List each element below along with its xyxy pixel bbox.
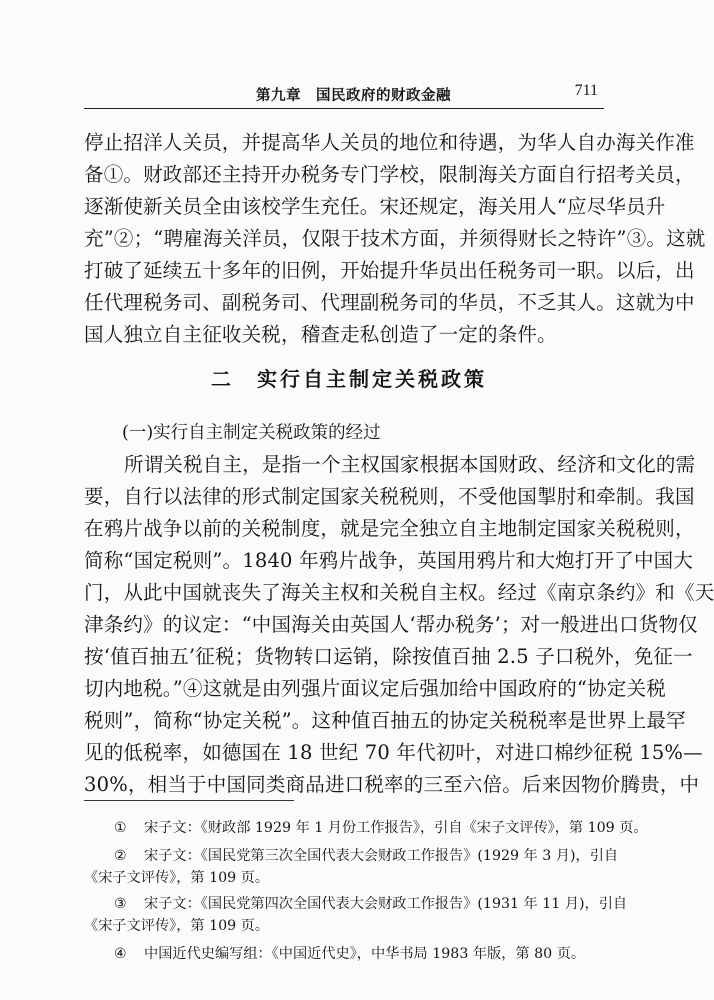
text-line: 按‘值百抽五’征税；货物转口运销，除按值百抽 2.5 子口税外，免征一 bbox=[84, 645, 693, 668]
footnote-marker: ④ bbox=[114, 946, 127, 962]
text-line: 充”②；“聘雇海关洋员，仅限于技术方面，并须得财长之特许”③。这就 bbox=[84, 227, 706, 250]
footnote-2-cont: 《宋子文评传》，第 109 页。 bbox=[84, 870, 270, 886]
subsection-heading: (一)实行自主制定关税政策的经过 bbox=[122, 423, 381, 443]
text-line: 30%，相当于中国同类商品进口税率的三至六倍。后来因物价腾贵，中 bbox=[84, 773, 700, 796]
text-line: 切内地税。”④这就是由列强片面议定后强加给中国政府的“协定关税 bbox=[84, 677, 666, 700]
page-number: 711 bbox=[574, 82, 598, 99]
footnote-divider bbox=[84, 800, 294, 801]
footnote-marker: ② bbox=[114, 848, 127, 864]
footnote-2 bbox=[114, 846, 619, 866]
text-line: 税则”，简称“协定关税”。这种值百抽五的协定关税税率是世界上最罕 bbox=[84, 709, 686, 732]
footnote-text: 宋子文：《国民党第四次全国代表大会财政工作报告》(1931 年 11 月)，引自 bbox=[144, 896, 628, 912]
running-header bbox=[84, 74, 604, 109]
text-line: 停止招洋人关员，并提高华人关员的地位和待遇，为华人自办海关作准 bbox=[84, 131, 695, 154]
text-line: 在鸦片战争以前的关税制度，就是完全独立自主地制定国家关税税则， bbox=[84, 517, 695, 540]
footnote-text: 宋子文：《国民党第三次全国代表大会财政工作报告》(1929 年 3 月)，引自 bbox=[144, 848, 619, 864]
text-line: 简称“国定税则”。1840 年鸦片战争，英国用鸦片和大炮打开了中国大 bbox=[84, 549, 694, 572]
text-line: 见的低税率，如德国在 18 世纪 70 年代初叶，对进口棉纱征税 15%— bbox=[84, 741, 703, 764]
chapter-title: 第九章 国民政府的财政金融 bbox=[256, 88, 451, 104]
section-heading: 二 实行自主制定关税政策 bbox=[211, 367, 487, 391]
footnote-3-cont: 《宋子文评传》，第 109 页。 bbox=[84, 918, 270, 934]
footnote-marker: ① bbox=[114, 820, 127, 836]
text-line: 要，自行以法律的形式制定国家关税税则，不受他国掣肘和牵制。我国 bbox=[84, 485, 695, 508]
text-line: 逐渐使新关员全由该校学生充任。宋还规定，海关用人“应尽华员升 bbox=[84, 195, 666, 218]
text-line: 门，从此中国就丧失了海关主权和关税自主权。经过《南京条约》和《天 bbox=[84, 581, 714, 604]
footnote-text: 中国近代史编写组：《中国近代史》，中华书局 1983 年版，第 80 页。 bbox=[144, 946, 586, 962]
footnote-marker: ③ bbox=[114, 896, 127, 912]
text-line: 打破了延续五十多年的旧例，开始提升华员出任税务司一职。以后，出 bbox=[84, 259, 695, 282]
text-line: 所谓关税自主，是指一个主权国家根据本国财政、经济和文化的需 bbox=[124, 453, 696, 476]
text-line: 国人独立自主征收关税，稽查走私创造了一定的条件。 bbox=[84, 323, 557, 346]
footnote-text: 宋子文：《财政部 1929 年 1 月份工作报告》，引自《宋子文评传》，第 109 页。 bbox=[144, 820, 648, 836]
footnote-3 bbox=[114, 894, 628, 914]
footnote-1 bbox=[114, 818, 648, 838]
footnote-4 bbox=[114, 944, 604, 964]
text-line: 备①。财政部还主持开办税务专门学校，限制海关方面自行招考关员， bbox=[84, 163, 695, 186]
text-line: 任代理税务司、副税务司、代理副税务司的华员，不乏其人。这就为中 bbox=[84, 291, 695, 314]
text-line: 津条约》的议定：“中国海关由英国人‘帮办税务’；对一般进出口货物仅 bbox=[84, 613, 698, 636]
